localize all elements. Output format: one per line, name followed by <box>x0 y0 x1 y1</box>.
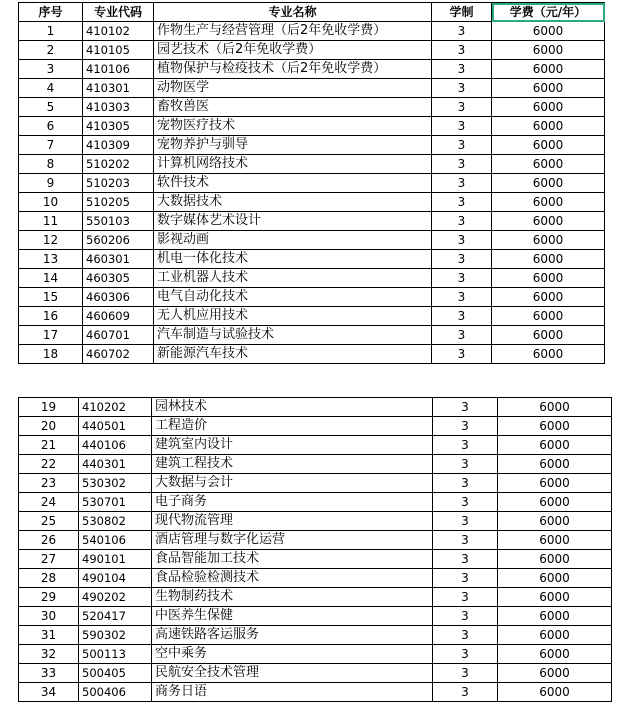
cell-fee[interactable]: 6000 <box>492 155 605 174</box>
cell-name[interactable]: 民航安全技术管理 <box>152 664 433 683</box>
cell-seq[interactable]: 26 <box>19 531 79 550</box>
cell-name[interactable]: 食品智能加工技术 <box>152 550 433 569</box>
cell-seq[interactable]: 32 <box>19 645 79 664</box>
cell-name[interactable]: 电气自动化技术 <box>154 288 432 307</box>
table-row <box>19 136 605 155</box>
table-row <box>19 60 605 79</box>
cell-seq[interactable]: 18 <box>19 345 83 364</box>
cell-code[interactable]: 460301 <box>83 250 154 269</box>
page-break-gap <box>0 375 620 397</box>
cell-name[interactable]: 机电一体化技术 <box>154 250 432 269</box>
table-row <box>19 683 612 702</box>
cell-fee[interactable]: 6000 <box>492 212 605 231</box>
cell-fee[interactable]: 6000 <box>498 607 612 626</box>
cell-name[interactable]: 作物生产与经营管理（后2年免收学费） <box>154 22 432 41</box>
cell-seq[interactable]: 33 <box>19 664 79 683</box>
cell-seq[interactable]: 8 <box>19 155 83 174</box>
cell-code[interactable]: 440301 <box>79 455 152 474</box>
cell-name[interactable]: 数字媒体艺术设计 <box>154 212 432 231</box>
cell-fee[interactable]: 6000 <box>498 512 612 531</box>
cell-code[interactable]: 410202 <box>79 398 152 417</box>
cell-fee[interactable]: 6000 <box>498 569 612 588</box>
cell-fee[interactable]: 6000 <box>492 22 605 41</box>
cell-fee[interactable]: 6000 <box>492 98 605 117</box>
cell-years[interactable]: 3 <box>433 455 498 474</box>
table-row <box>19 455 612 474</box>
cell-code[interactable]: 540106 <box>79 531 152 550</box>
cell-years[interactable]: 3 <box>432 345 492 364</box>
cell-seq[interactable]: 12 <box>19 231 83 250</box>
cell-code[interactable]: 550103 <box>83 212 154 231</box>
table-row <box>19 345 605 364</box>
cell-years[interactable]: 3 <box>433 569 498 588</box>
cell-code[interactable]: 490101 <box>79 550 152 569</box>
cell-seq[interactable]: 28 <box>19 569 79 588</box>
table-row <box>19 231 605 250</box>
table-row <box>19 174 605 193</box>
cell-code[interactable]: 460305 <box>83 269 154 288</box>
table-row <box>19 398 612 417</box>
cell-code[interactable]: 490202 <box>79 588 152 607</box>
header-code: 专业代码 <box>83 3 154 22</box>
cell-seq[interactable]: 4 <box>19 79 83 98</box>
cell-fee[interactable]: 6000 <box>492 79 605 98</box>
table-row <box>19 569 612 588</box>
cell-fee[interactable]: 6000 <box>498 550 612 569</box>
header-seq: 序号 <box>19 3 83 22</box>
cell-fee[interactable]: 6000 <box>498 455 612 474</box>
cell-seq[interactable]: 29 <box>19 588 79 607</box>
table-row <box>19 22 605 41</box>
cell-seq[interactable]: 9 <box>19 174 83 193</box>
table-row <box>19 474 612 493</box>
cell-fee[interactable]: 6000 <box>492 193 605 212</box>
table-row <box>19 98 605 117</box>
cell-years[interactable]: 3 <box>432 288 492 307</box>
cell-fee[interactable]: 6000 <box>492 231 605 250</box>
cell-code[interactable]: 410309 <box>83 136 154 155</box>
cell-code[interactable]: 410303 <box>83 98 154 117</box>
cell-name[interactable]: 现代物流管理 <box>152 512 433 531</box>
cell-fee[interactable]: 6000 <box>498 436 612 455</box>
cell-name[interactable]: 高速铁路客运服务 <box>152 626 433 645</box>
table-row <box>19 117 605 136</box>
cell-name[interactable]: 新能源汽车技术 <box>154 345 432 364</box>
table-row <box>19 493 612 512</box>
cell-years[interactable]: 3 <box>432 60 492 79</box>
table-row <box>19 531 612 550</box>
cell-years[interactable]: 3 <box>432 307 492 326</box>
cell-years[interactable]: 3 <box>433 417 498 436</box>
cell-name[interactable]: 软件技术 <box>154 174 432 193</box>
table-row <box>19 326 605 345</box>
cell-years[interactable]: 3 <box>433 531 498 550</box>
cell-seq[interactable]: 22 <box>19 455 79 474</box>
cell-seq[interactable]: 27 <box>19 550 79 569</box>
cell-name[interactable]: 空中乘务 <box>152 645 433 664</box>
cell-code[interactable]: 530302 <box>79 474 152 493</box>
cell-name[interactable]: 宠物医疗技术 <box>154 117 432 136</box>
cell-seq[interactable]: 13 <box>19 250 83 269</box>
cell-years[interactable]: 3 <box>432 326 492 345</box>
cell-fee[interactable]: 6000 <box>492 307 605 326</box>
cell-seq[interactable]: 19 <box>19 398 79 417</box>
header-years: 学制 <box>432 3 492 22</box>
table-row <box>19 250 605 269</box>
header-row <box>19 3 605 22</box>
cell-seq[interactable]: 5 <box>19 98 83 117</box>
cell-name[interactable]: 计算机网络技术 <box>154 155 432 174</box>
cell-fee[interactable]: 6000 <box>492 345 605 364</box>
cell-code[interactable]: 460609 <box>83 307 154 326</box>
cell-years[interactable]: 3 <box>433 493 498 512</box>
cell-seq[interactable]: 11 <box>19 212 83 231</box>
table-row <box>19 212 605 231</box>
cell-code[interactable]: 440106 <box>79 436 152 455</box>
majors-table-part2 <box>18 397 612 702</box>
cell-code[interactable]: 500113 <box>79 645 152 664</box>
cell-seq[interactable]: 34 <box>19 683 79 702</box>
cell-years[interactable]: 3 <box>432 22 492 41</box>
cell-years[interactable]: 3 <box>432 250 492 269</box>
cell-fee[interactable]: 6000 <box>492 269 605 288</box>
table-row <box>19 607 612 626</box>
cell-fee[interactable]: 6000 <box>498 417 612 436</box>
cell-code[interactable]: 510203 <box>83 174 154 193</box>
cell-name[interactable]: 畜牧兽医 <box>154 98 432 117</box>
cell-name[interactable]: 大数据与会计 <box>152 474 433 493</box>
cell-seq[interactable]: 15 <box>19 288 83 307</box>
cell-name[interactable]: 宠物养护与驯导 <box>154 136 432 155</box>
table-row <box>19 436 612 455</box>
cell-fee[interactable]: 6000 <box>492 288 605 307</box>
cell-fee[interactable]: 6000 <box>498 493 612 512</box>
cell-name[interactable]: 酒店管理与数字化运营 <box>152 531 433 550</box>
table-row <box>19 645 612 664</box>
cell-fee[interactable]: 6000 <box>492 326 605 345</box>
cell-years[interactable]: 3 <box>432 117 492 136</box>
cell-name[interactable]: 电子商务 <box>152 493 433 512</box>
cell-years[interactable]: 3 <box>433 645 498 664</box>
cell-fee[interactable]: 6000 <box>498 664 612 683</box>
cell-seq[interactable]: 21 <box>19 436 79 455</box>
cell-fee[interactable]: 6000 <box>498 531 612 550</box>
cell-years[interactable]: 3 <box>432 231 492 250</box>
cell-code[interactable]: 410106 <box>83 60 154 79</box>
cell-fee[interactable]: 6000 <box>498 588 612 607</box>
cell-years[interactable]: 3 <box>433 664 498 683</box>
cell-years[interactable]: 3 <box>432 174 492 193</box>
cell-years[interactable]: 3 <box>432 98 492 117</box>
cell-code[interactable]: 500406 <box>79 683 152 702</box>
table-row <box>19 288 605 307</box>
cell-years[interactable]: 3 <box>432 212 492 231</box>
cell-seq[interactable]: 6 <box>19 117 83 136</box>
header-name: 专业名称 <box>154 3 432 22</box>
cell-years[interactable]: 3 <box>433 398 498 417</box>
cell-years[interactable]: 3 <box>433 607 498 626</box>
cell-fee[interactable]: 6000 <box>492 117 605 136</box>
cell-seq[interactable]: 3 <box>19 60 83 79</box>
header-fee-selected-cell[interactable]: 学费（元/年） <box>492 3 605 22</box>
cell-code[interactable]: 530802 <box>79 512 152 531</box>
cell-fee[interactable]: 6000 <box>492 60 605 79</box>
cell-seq[interactable]: 20 <box>19 417 79 436</box>
cell-years[interactable]: 3 <box>433 436 498 455</box>
table-row <box>19 550 612 569</box>
cell-name[interactable]: 汽车制造与试验技术 <box>154 326 432 345</box>
cell-years[interactable]: 3 <box>432 41 492 60</box>
cell-fee[interactable]: 6000 <box>498 683 612 702</box>
cell-name[interactable]: 商务日语 <box>152 683 433 702</box>
cell-years[interactable]: 3 <box>433 474 498 493</box>
cell-name[interactable]: 园艺技术（后2年免收学费） <box>154 41 432 60</box>
cell-seq[interactable]: 30 <box>19 607 79 626</box>
cell-seq[interactable]: 17 <box>19 326 83 345</box>
cell-code[interactable]: 520417 <box>79 607 152 626</box>
cell-fee[interactable]: 6000 <box>498 645 612 664</box>
cell-code[interactable]: 560206 <box>83 231 154 250</box>
cell-years[interactable]: 3 <box>433 683 498 702</box>
cell-fee[interactable]: 6000 <box>492 250 605 269</box>
cell-name[interactable]: 园林技术 <box>152 398 433 417</box>
cell-name[interactable]: 食品检验检测技术 <box>152 569 433 588</box>
cell-code[interactable]: 460702 <box>83 345 154 364</box>
cell-name[interactable]: 工业机器人技术 <box>154 269 432 288</box>
cell-years[interactable]: 3 <box>433 512 498 531</box>
cell-code[interactable]: 490104 <box>79 569 152 588</box>
cell-years[interactable]: 3 <box>432 136 492 155</box>
cell-seq[interactable]: 2 <box>19 41 83 60</box>
cell-seq[interactable]: 31 <box>19 626 79 645</box>
table-row <box>19 41 605 60</box>
cell-code[interactable]: 510205 <box>83 193 154 212</box>
cell-years[interactable]: 3 <box>433 550 498 569</box>
cell-name[interactable]: 大数据技术 <box>154 193 432 212</box>
cell-fee[interactable]: 6000 <box>492 136 605 155</box>
majors-table-part1 <box>18 2 605 364</box>
cell-fee[interactable]: 6000 <box>492 174 605 193</box>
cell-seq[interactable]: 7 <box>19 136 83 155</box>
cell-fee[interactable]: 6000 <box>498 626 612 645</box>
table-row <box>19 155 605 174</box>
table-row <box>19 193 605 212</box>
cell-seq[interactable]: 1 <box>19 22 83 41</box>
cell-code[interactable]: 440501 <box>79 417 152 436</box>
table-row <box>19 512 612 531</box>
cell-years[interactable]: 3 <box>432 269 492 288</box>
cell-code[interactable]: 410102 <box>83 22 154 41</box>
cell-seq[interactable]: 25 <box>19 512 79 531</box>
cell-code[interactable]: 510202 <box>83 155 154 174</box>
cell-name[interactable]: 无人机应用技术 <box>154 307 432 326</box>
cell-seq[interactable]: 14 <box>19 269 83 288</box>
cell-code[interactable]: 500405 <box>79 664 152 683</box>
cell-years[interactable]: 3 <box>432 155 492 174</box>
cell-code[interactable]: 460701 <box>83 326 154 345</box>
cell-years[interactable]: 3 <box>432 79 492 98</box>
table-row <box>19 307 605 326</box>
cell-fee[interactable]: 6000 <box>498 474 612 493</box>
cell-seq[interactable]: 24 <box>19 493 79 512</box>
table-row <box>19 79 605 98</box>
table-row <box>19 417 612 436</box>
cell-code[interactable]: 460306 <box>83 288 154 307</box>
cell-years[interactable]: 3 <box>433 626 498 645</box>
table-row <box>19 664 612 683</box>
cell-fee[interactable]: 6000 <box>492 41 605 60</box>
cell-name[interactable]: 植物保护与检疫技术（后2年免收学费） <box>154 60 432 79</box>
cell-name[interactable]: 中医养生保健 <box>152 607 433 626</box>
cell-seq[interactable]: 16 <box>19 307 83 326</box>
cell-code[interactable]: 410305 <box>83 117 154 136</box>
cell-code[interactable]: 410105 <box>83 41 154 60</box>
cell-code[interactable]: 410301 <box>83 79 154 98</box>
cell-name[interactable]: 工程造价 <box>152 417 433 436</box>
table-row <box>19 588 612 607</box>
cell-seq[interactable]: 10 <box>19 193 83 212</box>
cell-years[interactable]: 3 <box>433 588 498 607</box>
cell-years[interactable]: 3 <box>432 193 492 212</box>
cell-name[interactable]: 动物医学 <box>154 79 432 98</box>
cell-seq[interactable]: 23 <box>19 474 79 493</box>
cell-name[interactable]: 生物制药技术 <box>152 588 433 607</box>
cell-code[interactable]: 530701 <box>79 493 152 512</box>
cell-name[interactable]: 建筑室内设计 <box>152 436 433 455</box>
cell-code[interactable]: 590302 <box>79 626 152 645</box>
cell-fee[interactable]: 6000 <box>498 398 612 417</box>
cell-name[interactable]: 影视动画 <box>154 231 432 250</box>
table-row <box>19 269 605 288</box>
cell-name[interactable]: 建筑工程技术 <box>152 455 433 474</box>
table-row <box>19 626 612 645</box>
